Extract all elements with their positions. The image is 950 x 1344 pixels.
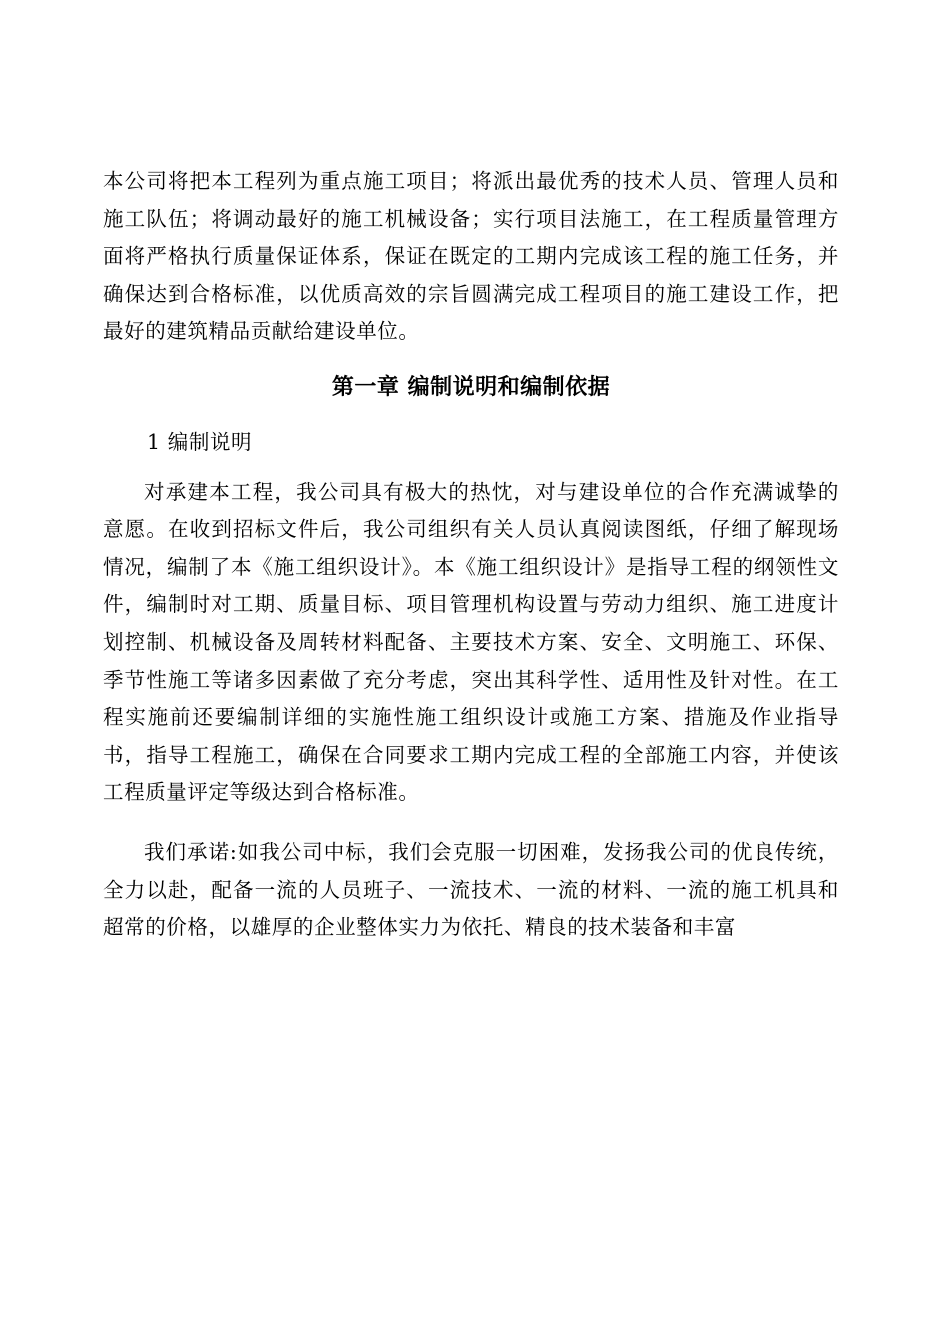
spacer xyxy=(103,812,839,834)
body-paragraph-2: 我们承诺:如我公司中标，我们会克服一切困难，发扬我公司的优良传统，全力以赴，配备一流的人员班子、一流技术、一流的材料、一流的施工机具和超常的价格，以雄厚的企业整体实力为依托、精良的技术装备和丰富 xyxy=(103,839,839,940)
spacer xyxy=(103,462,839,474)
document-body xyxy=(103,163,839,947)
body-paragraph-1: 对承建本工程，我公司具有极大的热忱，对与建设单位的合作充满诚挚的意愿。在收到招标文件后，我公司组织有关人员认真阅读图纸，仔细了解现场情况，编制了本《施工组织设计》。本《施工组织设计》是指导工程的纲领性文件，编制时对工期、质量目标、项目管理机构设置与劳动力组织、施工进度计划控制、机械设备及周转材料配备、主要技术方案、安全、文明施工、环保、季节性施工等诸多因素做了充分考虑，突出其科学性、适用性及针对性。在工程实施前还要编制详细的实施性施工组织设计或施工方案、措施及作业指导书，指导工程施工，确保在合同要求工期内完成工程的全部施工内容，并使该工程质量评定等级达到合格标准。 xyxy=(103,479,839,805)
intro-paragraph: 本公司将把本工程列为重点施工项目；将派出最优秀的技术人员、管理人员和施工队伍；将调动最好的施工机械设备；实行项目法施工，在工程质量管理方面将严格执行质量保证体系，保证在既定的工期内完成该工程的施工任务，并确保达到合格标准，以优质高效的宗旨圆满完成工程项目的施工建设工作，把最好的建筑精品贡献给建设单位。 xyxy=(103,169,839,344)
chapter-title: 第一章 编制说明和编制依据 xyxy=(331,374,611,400)
section-heading: 1 编制说明 xyxy=(147,429,253,454)
